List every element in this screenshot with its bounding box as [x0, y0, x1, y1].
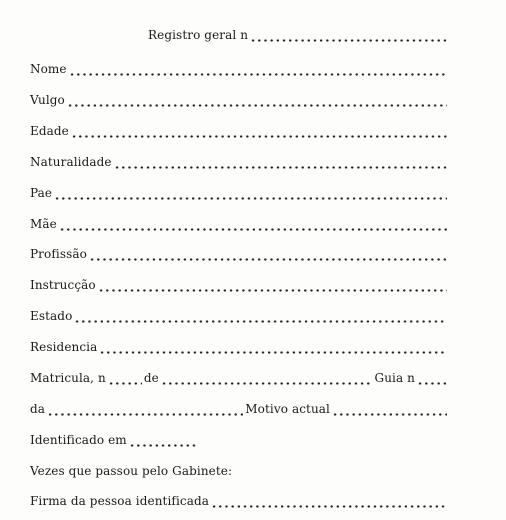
identificado-label: Identificado em: [30, 433, 127, 447]
firma-line: [30, 494, 449, 512]
edade-label: Edade: [30, 124, 69, 138]
matricula-date-field[interactable]: [161, 373, 373, 387]
registro-field[interactable]: [250, 30, 447, 44]
vulgo-field[interactable]: [67, 95, 447, 109]
naturalidade-field[interactable]: [114, 157, 447, 171]
registro-label: Registro geral n: [148, 28, 249, 42]
instruccao-label: Instrucção: [30, 278, 96, 292]
firma-label: Firma da pessoa identificada: [30, 494, 209, 508]
residencia-line: [30, 340, 449, 358]
instruccao-field[interactable]: [98, 280, 447, 294]
vezes-line: [30, 464, 449, 482]
motivo-label: Motivo actual: [245, 402, 330, 416]
mae-field[interactable]: [59, 219, 447, 233]
nome-label: Nome: [30, 62, 67, 76]
mae-line: [30, 217, 449, 235]
registro-line: [148, 28, 449, 46]
profissao-field[interactable]: [89, 249, 447, 263]
instruccao-line: [30, 278, 449, 296]
nome-field[interactable]: [69, 64, 447, 78]
profissao-label: Profissão: [30, 247, 87, 261]
motivo-field[interactable]: [332, 404, 447, 418]
vulgo-label: Vulgo: [30, 93, 65, 107]
identificado-field[interactable]: [129, 435, 199, 449]
edade-field[interactable]: [71, 126, 447, 140]
firma-field[interactable]: [211, 496, 447, 510]
matricula-line: [30, 371, 449, 389]
estado-label: Estado: [30, 309, 73, 323]
matricula-number-field[interactable]: [108, 373, 142, 387]
residencia-label: Residencia: [30, 340, 98, 354]
mae-label: Mãe: [30, 217, 57, 231]
guia-field[interactable]: [417, 373, 447, 387]
matricula-de-label: de: [143, 371, 159, 385]
da-field[interactable]: [47, 404, 243, 418]
estado-line: [30, 309, 449, 327]
estado-field[interactable]: [74, 311, 447, 325]
guia-label: Guia n: [374, 371, 415, 385]
naturalidade-line: [30, 155, 449, 173]
pae-label: Pae: [30, 186, 53, 200]
pae-field[interactable]: [54, 188, 447, 202]
naturalidade-label: Naturalidade: [30, 155, 112, 169]
edade-line: [30, 124, 449, 142]
pae-line: [30, 186, 449, 204]
residencia-field[interactable]: [99, 342, 447, 356]
da-label: da: [30, 402, 46, 416]
vulgo-line: [30, 93, 449, 111]
da-motivo-line: [30, 402, 449, 420]
nome-line: [30, 62, 449, 80]
vezes-label: Vezes que passou pelo Gabinete:: [30, 464, 233, 478]
identificado-line: [30, 433, 449, 451]
profissao-line: [30, 247, 449, 265]
matricula-label: Matricula, n: [30, 371, 106, 385]
